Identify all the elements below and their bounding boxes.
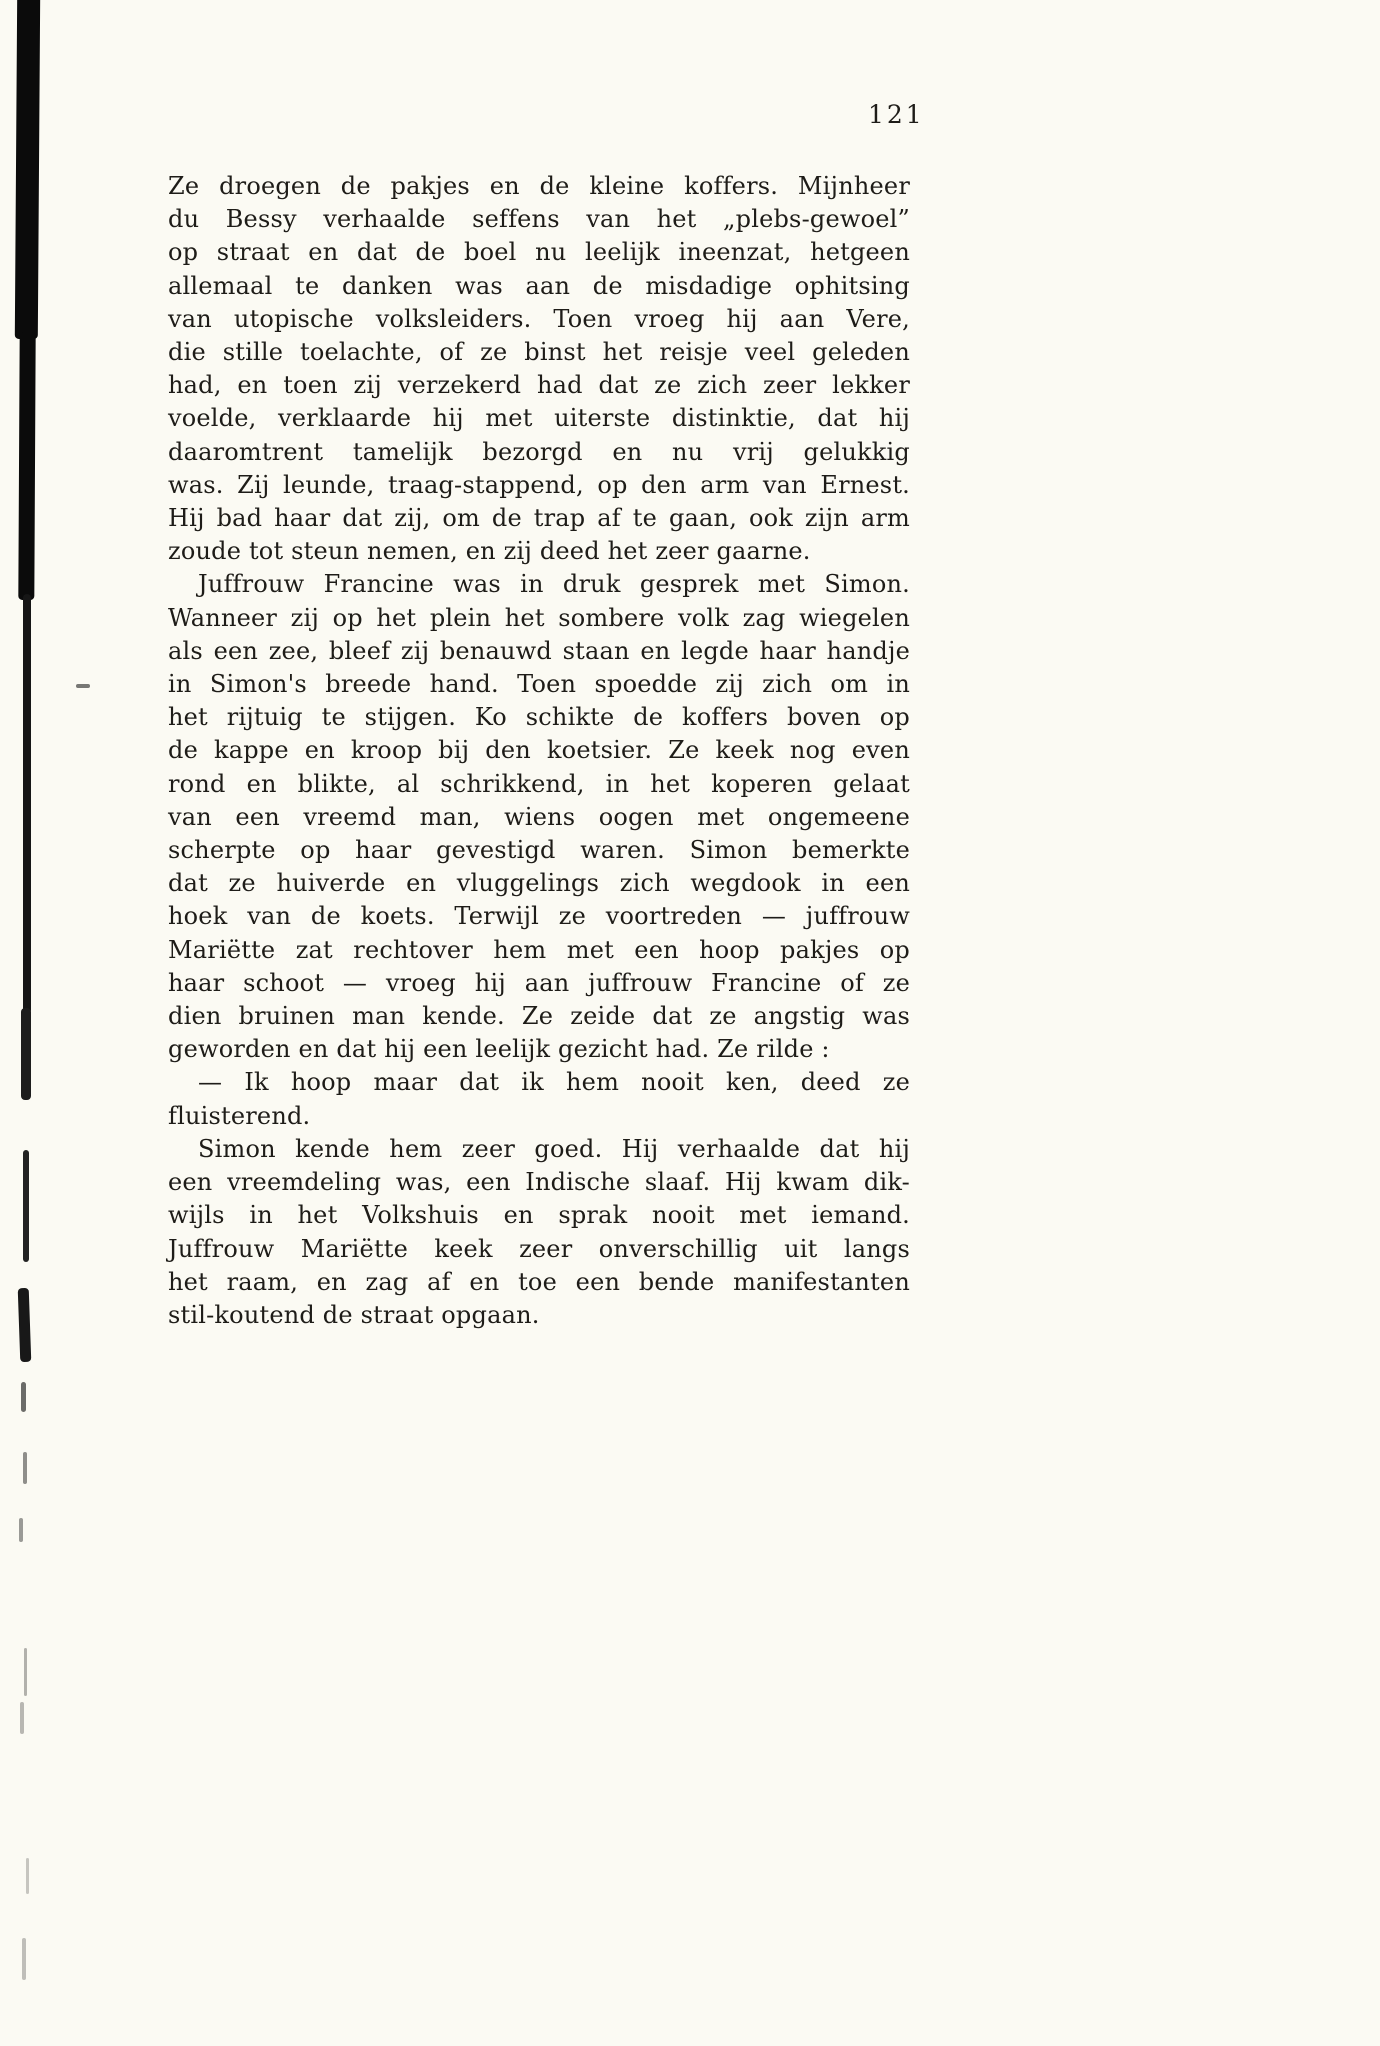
text-line: die stille toelachte, of ze binst het reisje veel geleden [168, 338, 910, 367]
ink-smudge [23, 1452, 27, 1484]
text-line: geworden en dat hij een leelijk gezicht had. Ze rilde : [168, 1035, 830, 1064]
text-line: Hij bad haar dat zij, om de trap af te gaan, ook zijn arm [168, 504, 910, 533]
text-line: van een vreemd man, wiens oogen met ongemeene [168, 802, 910, 831]
paragraph [168, 170, 910, 568]
text-line: een vreemdeling was, een Indische slaaf. Hij kwam dik- [168, 1168, 910, 1197]
ink-smudge [21, 1382, 26, 1412]
text-block [168, 170, 910, 1332]
text-line: haar schoot — vroeg hij aan juffrouw Francine of ze [168, 968, 910, 997]
text-line: Wanneer zij op het plein het sombere volk zag wiegelen [168, 603, 910, 632]
ink-smudge [19, 1518, 23, 1542]
text-line: dat ze huiverde en vluggelings zich wegdook in een [168, 869, 910, 898]
ink-smudge [15, 0, 40, 339]
text-line: zoude tot steun nemen, en zij deed het zeer gaarne. [168, 537, 811, 566]
text-line: had, en toen zij verzekerd had dat ze zich zeer lekker [168, 371, 910, 400]
text-line: van utopische volksleiders. Toen vroeg hij aan Vere, [168, 304, 910, 333]
paragraph [168, 1066, 910, 1132]
text-line: dien bruinen man kende. Ze zeide dat ze angstig was [168, 1002, 910, 1031]
ink-smudge [18, 1288, 32, 1362]
ink-smudge [23, 594, 31, 1014]
text-line: in Simon's breede hand. Toen spoedde zij zich om in [168, 670, 910, 699]
text-line: de kappe en kroop bij den koetsier. Ze keek nog even [168, 736, 910, 765]
text-line: daaromtrent tamelijk bezorgd en nu vrij gelukkig [168, 437, 910, 466]
text-line: Juffrouw Mariëtte keek zeer onverschillig uit langs [168, 1234, 910, 1263]
ink-smudge [24, 1648, 27, 1696]
ink-smudge [18, 332, 35, 600]
text-line: scherpte op haar gevestigd waren. Simon bemerkte [168, 836, 910, 865]
text-line: fluisterend. [168, 1101, 311, 1130]
ink-smudge [21, 1008, 31, 1100]
text-line: Simon kende hem zeer goed. Hij verhaalde dat hij [198, 1134, 910, 1163]
text-line: als een zee, bleef zij benauwd staan en legde haar handje [168, 636, 910, 665]
text-line: — Ik hoop maar dat ik hem nooit ken, deed ze [198, 1068, 910, 1097]
text-line: rond en blikte, al schrikkend, in het koperen gelaat [168, 769, 910, 798]
text-line: allemaal te danken was aan de misdadige ophitsing [168, 271, 910, 300]
ink-smudge [23, 1150, 29, 1262]
text-line: stil-koutend de straat opgaan. [168, 1300, 540, 1329]
text-line: het raam, en zag af en toe een bende manifestanten [168, 1267, 910, 1296]
text-line: wijls in het Volkshuis en sprak nooit met iemand. [168, 1201, 910, 1230]
text-line: voelde, verklaarde hij met uiterste distinktie, dat hij [168, 404, 910, 433]
text-line: het rijtuig te stijgen. Ko schikte de koffers boven op [168, 703, 910, 732]
text-line: du Bessy verhaalde seffens van het „plebs-gewoel” [168, 205, 910, 234]
page-number: 121 [868, 100, 925, 129]
text-line: Mariëtte zat rechtover hem met een hoop pakjes op [168, 935, 910, 964]
ink-smudge [26, 1858, 29, 1894]
text-line: was. Zij leunde, traag-stappend, op den arm van Ernest. [168, 470, 910, 499]
text-line: Ze droegen de pakjes en de kleine koffers. Mijnheer [168, 172, 910, 200]
text-line: Juffrouw Francine was in druk gesprek met Simon. [198, 570, 910, 599]
ink-smudge [20, 1702, 24, 1734]
text-line: op straat en dat de boel nu leelijk ineenzat, hetgeen [168, 238, 910, 267]
ink-smudge [76, 684, 90, 688]
text-line: hoek van de koets. Terwijl ze voortreden — juffrouw [168, 902, 910, 931]
paragraph [168, 1133, 910, 1332]
paragraph [168, 568, 910, 1066]
ink-smudge [22, 1938, 26, 1980]
